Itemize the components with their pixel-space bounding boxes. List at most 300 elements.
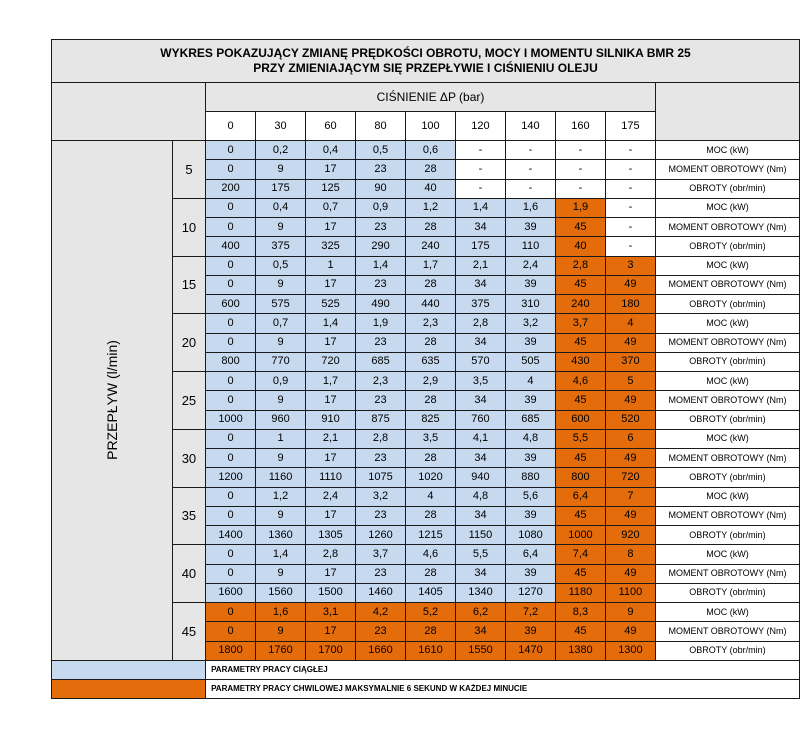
- value-cell: 0,7: [256, 314, 306, 333]
- value-cell: 1,6: [256, 603, 306, 622]
- value-cell: 685: [505, 410, 555, 429]
- pressure-value: 175: [605, 112, 655, 141]
- value-cell: 800: [555, 468, 605, 487]
- parameter-label: MOMENT OBROTOWY (Nm): [655, 622, 799, 641]
- pressure-value: 80: [356, 112, 406, 141]
- value-cell: 0: [206, 506, 256, 525]
- pressure-value: 60: [306, 112, 356, 141]
- flow-value: 20: [172, 314, 205, 372]
- value-cell: 0: [206, 275, 256, 294]
- value-cell: 45: [555, 506, 605, 525]
- value-cell: 5: [605, 372, 655, 391]
- value-cell: 3,5: [455, 372, 505, 391]
- flow-value: 25: [172, 372, 205, 430]
- value-cell: 800: [206, 352, 256, 371]
- units-header-cell: [655, 83, 799, 141]
- parameter-label: MOMENT OBROTOWY (Nm): [655, 218, 799, 237]
- parameter-label: OBROTY (obr/min): [655, 526, 799, 545]
- value-cell: 370: [605, 352, 655, 371]
- value-cell: 175: [455, 237, 505, 256]
- value-cell: 400: [206, 237, 256, 256]
- value-cell: 3,7: [356, 545, 406, 564]
- parameter-label: MOMENT OBROTOWY (Nm): [655, 564, 799, 583]
- value-cell: 0: [206, 429, 256, 448]
- value-cell: 1400: [206, 526, 256, 545]
- value-cell: 490: [356, 295, 406, 314]
- table-title-line-1: WYKRES POKAZUJĄCY ZMIANĘ PRĘDKOŚCI OBROTU, MOCY I MOMENTU SILNIKA BMR 25: [160, 46, 691, 60]
- value-cell: 39: [505, 391, 555, 410]
- value-cell: 17: [306, 218, 356, 237]
- value-cell: 175: [256, 179, 306, 198]
- value-cell: 1340: [455, 583, 505, 602]
- value-cell: 23: [356, 333, 406, 352]
- value-cell: 1110: [306, 468, 356, 487]
- value-cell: 1610: [406, 641, 456, 660]
- value-cell: 1: [306, 256, 356, 275]
- pressure-header: CIŚNIENIE ΔP (bar): [206, 83, 656, 112]
- value-cell: -: [605, 198, 655, 217]
- value-cell: -: [555, 160, 605, 179]
- flow-axis-label: [52, 141, 173, 661]
- parameter-label: MOMENT OBROTOWY (Nm): [655, 275, 799, 294]
- value-cell: 0,6: [406, 141, 456, 160]
- value-cell: 200: [206, 179, 256, 198]
- value-cell: 49: [605, 564, 655, 583]
- value-cell: 5,2: [406, 603, 456, 622]
- value-cell: 28: [406, 160, 456, 179]
- value-cell: 28: [406, 333, 456, 352]
- value-cell: 0,9: [256, 372, 306, 391]
- value-cell: 34: [455, 564, 505, 583]
- parameter-label: OBROTY (obr/min): [655, 237, 799, 256]
- value-cell: 0: [206, 449, 256, 468]
- value-cell: 23: [356, 449, 406, 468]
- value-cell: 45: [555, 564, 605, 583]
- parameter-label: OBROTY (obr/min): [655, 641, 799, 660]
- value-cell: 7,4: [555, 545, 605, 564]
- value-cell: 1660: [356, 641, 406, 660]
- value-cell: 6: [605, 429, 655, 448]
- value-cell: 0,9: [356, 198, 406, 217]
- value-cell: 325: [306, 237, 356, 256]
- value-cell: -: [455, 160, 505, 179]
- value-cell: 2,8: [455, 314, 505, 333]
- parameter-label: OBROTY (obr/min): [655, 352, 799, 371]
- value-cell: 49: [605, 391, 655, 410]
- value-cell: 0,5: [256, 256, 306, 275]
- parameter-label: MOC (kW): [655, 545, 799, 564]
- value-cell: -: [455, 141, 505, 160]
- value-cell: 1800: [206, 641, 256, 660]
- value-cell: 440: [406, 295, 456, 314]
- value-cell: 1,7: [406, 256, 456, 275]
- value-cell: 6,4: [555, 487, 605, 506]
- value-cell: 34: [455, 218, 505, 237]
- value-cell: 1075: [356, 468, 406, 487]
- value-cell: 0: [206, 545, 256, 564]
- value-cell: 39: [505, 449, 555, 468]
- value-cell: 1260: [356, 526, 406, 545]
- value-cell: 17: [306, 275, 356, 294]
- value-cell: 110: [505, 237, 555, 256]
- value-cell: 17: [306, 391, 356, 410]
- value-cell: 430: [555, 352, 605, 371]
- value-cell: 0: [206, 564, 256, 583]
- value-cell: -: [455, 179, 505, 198]
- value-cell: 520: [605, 410, 655, 429]
- value-cell: 1,2: [256, 487, 306, 506]
- value-cell: 1,4: [256, 545, 306, 564]
- value-cell: -: [505, 160, 555, 179]
- value-cell: 1700: [306, 641, 356, 660]
- value-cell: 1,6: [505, 198, 555, 217]
- pressure-value: 0: [206, 112, 256, 141]
- value-cell: 0,5: [356, 141, 406, 160]
- value-cell: 5,6: [505, 487, 555, 506]
- parameter-label: MOMENT OBROTOWY (Nm): [655, 333, 799, 352]
- value-cell: 7: [605, 487, 655, 506]
- parameter-label: OBROTY (obr/min): [655, 410, 799, 429]
- value-cell: 1360: [256, 526, 306, 545]
- parameter-label: MOMENT OBROTOWY (Nm): [655, 391, 799, 410]
- value-cell: 39: [505, 218, 555, 237]
- table-row: [52, 141, 800, 160]
- value-cell: 28: [406, 622, 456, 641]
- table-title: [52, 40, 800, 83]
- value-cell: 28: [406, 391, 456, 410]
- value-cell: 45: [555, 449, 605, 468]
- legend-intermittent-swatch: [52, 679, 206, 698]
- legend-continuous-label: PARAMETRY PRACY CIĄGŁEJ: [206, 660, 800, 679]
- flow-value: 35: [172, 487, 205, 545]
- value-cell: 575: [256, 295, 306, 314]
- value-cell: 375: [455, 295, 505, 314]
- value-cell: 28: [406, 564, 456, 583]
- parameter-label: OBROTY (obr/min): [655, 295, 799, 314]
- value-cell: -: [605, 160, 655, 179]
- value-cell: 5,5: [455, 545, 505, 564]
- value-cell: 1,4: [455, 198, 505, 217]
- value-cell: 0: [206, 372, 256, 391]
- value-cell: 39: [505, 564, 555, 583]
- value-cell: 1160: [256, 468, 306, 487]
- flow-value: 10: [172, 198, 205, 256]
- parameter-label: MOC (kW): [655, 198, 799, 217]
- value-cell: 1: [256, 429, 306, 448]
- value-cell: 9: [256, 160, 306, 179]
- flow-value: 15: [172, 256, 205, 314]
- legend-intermittent-label: PARAMETRY PRACY CHWILOWEJ MAKSYMALNIE 6 SEKUND W KAŻDEJ MINUCIE: [206, 679, 800, 698]
- value-cell: 600: [206, 295, 256, 314]
- value-cell: 1,9: [356, 314, 406, 333]
- parameter-label: MOC (kW): [655, 603, 799, 622]
- parameter-label: MOC (kW): [655, 429, 799, 448]
- value-cell: 4,1: [455, 429, 505, 448]
- value-cell: 49: [605, 449, 655, 468]
- value-cell: 825: [406, 410, 456, 429]
- value-cell: 1460: [356, 583, 406, 602]
- value-cell: 49: [605, 275, 655, 294]
- value-cell: 9: [256, 275, 306, 294]
- value-cell: 0: [206, 141, 256, 160]
- flow-value: 40: [172, 545, 205, 603]
- value-cell: 1550: [455, 641, 505, 660]
- value-cell: 17: [306, 622, 356, 641]
- value-cell: 4,8: [455, 487, 505, 506]
- parameter-label: MOC (kW): [655, 487, 799, 506]
- value-cell: 1020: [406, 468, 456, 487]
- value-cell: 34: [455, 391, 505, 410]
- value-cell: 34: [455, 333, 505, 352]
- value-cell: 34: [455, 275, 505, 294]
- value-cell: 1600: [206, 583, 256, 602]
- value-cell: 1215: [406, 526, 456, 545]
- value-cell: 635: [406, 352, 456, 371]
- value-cell: 28: [406, 275, 456, 294]
- value-cell: 1405: [406, 583, 456, 602]
- parameter-label: OBROTY (obr/min): [655, 179, 799, 198]
- value-cell: 720: [605, 468, 655, 487]
- parameter-label: MOMENT OBROTOWY (Nm): [655, 449, 799, 468]
- parameter-label: MOC (kW): [655, 141, 799, 160]
- value-cell: 685: [356, 352, 406, 371]
- value-cell: 45: [555, 391, 605, 410]
- pressure-value: 120: [455, 112, 505, 141]
- pressure-value: 100: [406, 112, 456, 141]
- value-cell: 8,3: [555, 603, 605, 622]
- value-cell: 920: [605, 526, 655, 545]
- value-cell: 4,6: [555, 372, 605, 391]
- value-cell: 90: [356, 179, 406, 198]
- value-cell: 9: [256, 564, 306, 583]
- value-cell: 28: [406, 506, 456, 525]
- value-cell: 8: [605, 545, 655, 564]
- value-cell: 0: [206, 622, 256, 641]
- value-cell: 3,1: [306, 603, 356, 622]
- value-cell: 880: [505, 468, 555, 487]
- parameter-label: MOMENT OBROTOWY (Nm): [655, 506, 799, 525]
- value-cell: 1760: [256, 641, 306, 660]
- value-cell: 1080: [505, 526, 555, 545]
- value-cell: 600: [555, 410, 605, 429]
- value-cell: 1,2: [406, 198, 456, 217]
- value-cell: -: [555, 179, 605, 198]
- flow-axis-label-text: PRZEPŁYW (l/min): [103, 339, 120, 460]
- legend-continuous-swatch: [52, 660, 206, 679]
- pressure-value: 140: [505, 112, 555, 141]
- table-title-line-2: PRZY ZMIENIAJĄCYM SIĘ PRZEPŁYWIE I CIŚNIENIU OLEJU: [253, 61, 598, 75]
- value-cell: 17: [306, 449, 356, 468]
- value-cell: 1150: [455, 526, 505, 545]
- value-cell: 0: [206, 256, 256, 275]
- motor-parameters-table: [51, 39, 800, 699]
- value-cell: 17: [306, 506, 356, 525]
- value-cell: 17: [306, 160, 356, 179]
- value-cell: -: [555, 141, 605, 160]
- value-cell: 1380: [555, 641, 605, 660]
- value-cell: 1560: [256, 583, 306, 602]
- value-cell: -: [605, 141, 655, 160]
- value-cell: 4,2: [356, 603, 406, 622]
- value-cell: 3,7: [555, 314, 605, 333]
- value-cell: 2,4: [306, 487, 356, 506]
- value-cell: -: [605, 237, 655, 256]
- value-cell: 2,1: [306, 429, 356, 448]
- value-cell: 910: [306, 410, 356, 429]
- value-cell: 23: [356, 391, 406, 410]
- value-cell: 1,4: [356, 256, 406, 275]
- value-cell: 40: [555, 237, 605, 256]
- value-cell: 9: [256, 391, 306, 410]
- value-cell: 0: [206, 160, 256, 179]
- value-cell: 940: [455, 468, 505, 487]
- value-cell: 45: [555, 622, 605, 641]
- pressure-value: 30: [256, 112, 306, 141]
- value-cell: 240: [406, 237, 456, 256]
- value-cell: 4: [605, 314, 655, 333]
- value-cell: 3,5: [406, 429, 456, 448]
- value-cell: 770: [256, 352, 306, 371]
- value-cell: 2,9: [406, 372, 456, 391]
- value-cell: 17: [306, 333, 356, 352]
- value-cell: 49: [605, 506, 655, 525]
- value-cell: 760: [455, 410, 505, 429]
- value-cell: 0: [206, 198, 256, 217]
- value-cell: 2,8: [306, 545, 356, 564]
- value-cell: 570: [455, 352, 505, 371]
- value-cell: 875: [356, 410, 406, 429]
- value-cell: 39: [505, 275, 555, 294]
- value-cell: 34: [455, 506, 505, 525]
- parameter-label: OBROTY (obr/min): [655, 583, 799, 602]
- value-cell: 2,3: [406, 314, 456, 333]
- value-cell: 3,2: [505, 314, 555, 333]
- value-cell: 7,2: [505, 603, 555, 622]
- value-cell: 2,1: [455, 256, 505, 275]
- parameter-label: MOC (kW): [655, 314, 799, 333]
- value-cell: 0,4: [306, 141, 356, 160]
- legend-intermittent-row: [52, 679, 800, 698]
- value-cell: 720: [306, 352, 356, 371]
- value-cell: 1100: [605, 583, 655, 602]
- value-cell: 39: [505, 333, 555, 352]
- value-cell: 0: [206, 333, 256, 352]
- value-cell: -: [605, 179, 655, 198]
- value-cell: 3: [605, 256, 655, 275]
- flow-value: 5: [172, 141, 205, 199]
- value-cell: 23: [356, 218, 406, 237]
- value-cell: -: [505, 141, 555, 160]
- value-cell: 1500: [306, 583, 356, 602]
- value-cell: 23: [356, 160, 406, 179]
- value-cell: 505: [505, 352, 555, 371]
- value-cell: 34: [455, 449, 505, 468]
- value-cell: 4,8: [505, 429, 555, 448]
- legend-continuous-row: [52, 660, 800, 679]
- corner-cell: [52, 83, 206, 141]
- value-cell: 2,3: [356, 372, 406, 391]
- value-cell: 23: [356, 564, 406, 583]
- value-cell: 2,8: [555, 256, 605, 275]
- value-cell: 39: [505, 506, 555, 525]
- value-cell: 290: [356, 237, 406, 256]
- value-cell: 45: [555, 275, 605, 294]
- flow-value: 30: [172, 429, 205, 487]
- value-cell: 9: [256, 622, 306, 641]
- value-cell: 0,4: [256, 198, 306, 217]
- value-cell: 9: [256, 218, 306, 237]
- value-cell: -: [505, 179, 555, 198]
- parameter-label: OBROTY (obr/min): [655, 468, 799, 487]
- value-cell: 0: [206, 603, 256, 622]
- value-cell: 1000: [206, 410, 256, 429]
- value-cell: 1180: [555, 583, 605, 602]
- value-cell: 375: [256, 237, 306, 256]
- value-cell: 310: [505, 295, 555, 314]
- value-cell: 49: [605, 333, 655, 352]
- value-cell: 0: [206, 391, 256, 410]
- value-cell: 40: [406, 179, 456, 198]
- parameter-label: MOC (kW): [655, 256, 799, 275]
- value-cell: 2,8: [356, 429, 406, 448]
- value-cell: 9: [256, 333, 306, 352]
- value-cell: 9: [256, 449, 306, 468]
- parameter-label: MOC (kW): [655, 372, 799, 391]
- value-cell: 2,4: [505, 256, 555, 275]
- value-cell: 23: [356, 622, 406, 641]
- value-cell: 3,2: [356, 487, 406, 506]
- value-cell: 45: [555, 218, 605, 237]
- pressure-value: 160: [555, 112, 605, 141]
- value-cell: 49: [605, 622, 655, 641]
- value-cell: 5,5: [555, 429, 605, 448]
- value-cell: 960: [256, 410, 306, 429]
- value-cell: 0: [206, 218, 256, 237]
- value-cell: 1,4: [306, 314, 356, 333]
- value-cell: 125: [306, 179, 356, 198]
- value-cell: 23: [356, 275, 406, 294]
- value-cell: 9: [605, 603, 655, 622]
- value-cell: 9: [256, 506, 306, 525]
- value-cell: 1200: [206, 468, 256, 487]
- value-cell: 1,9: [555, 198, 605, 217]
- value-cell: 1270: [505, 583, 555, 602]
- value-cell: 23: [356, 506, 406, 525]
- value-cell: 1300: [605, 641, 655, 660]
- value-cell: 180: [605, 295, 655, 314]
- value-cell: 45: [555, 333, 605, 352]
- value-cell: 28: [406, 218, 456, 237]
- value-cell: 525: [306, 295, 356, 314]
- value-cell: 0,2: [256, 141, 306, 160]
- value-cell: 4,6: [406, 545, 456, 564]
- value-cell: 39: [505, 622, 555, 641]
- value-cell: 6,2: [455, 603, 505, 622]
- value-cell: 34: [455, 622, 505, 641]
- parameter-label: MOMENT OBROTOWY (Nm): [655, 160, 799, 179]
- value-cell: 28: [406, 449, 456, 468]
- value-cell: 1,7: [306, 372, 356, 391]
- value-cell: 1000: [555, 526, 605, 545]
- value-cell: 4: [505, 372, 555, 391]
- value-cell: 0: [206, 314, 256, 333]
- value-cell: 6,4: [505, 545, 555, 564]
- value-cell: 1470: [505, 641, 555, 660]
- flow-value: 45: [172, 603, 205, 661]
- value-cell: 1305: [306, 526, 356, 545]
- value-cell: 0,7: [306, 198, 356, 217]
- value-cell: 240: [555, 295, 605, 314]
